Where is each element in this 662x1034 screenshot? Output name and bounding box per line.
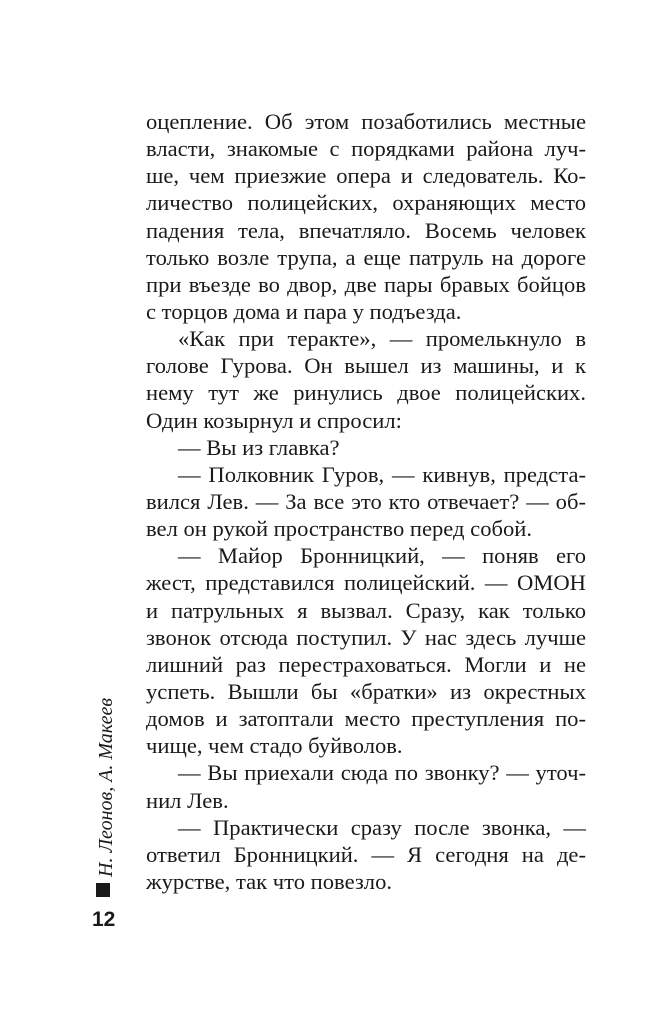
text-line: нему тут же ринулись двое полицейских. — [146, 380, 586, 406]
text-line: вился Лев. — За все это кто отвечает? — об- — [146, 488, 586, 514]
text-line: нил Лев. — [146, 787, 229, 813]
text-line: голове Гурова. Он вышел из машины, и к — [146, 353, 586, 379]
text-line: — Полковник Гуров, — кивнув, предста- — [178, 461, 586, 487]
text-line: и патрульных я вызвал. Сразу, как только — [146, 597, 586, 623]
text-line: только возле трупа, а еще патруль на дороге — [146, 244, 586, 270]
text-line: падения тела, впечатляло. Восемь человек — [146, 217, 586, 243]
square-bullet-icon — [96, 883, 110, 897]
text-line: ответил Бронницкий. — Я сегодня на де- — [146, 841, 586, 867]
text-line: жест, представился полицейский. — ОМОН — [146, 570, 586, 596]
text-line: чище, чем стадо буйволов. — [146, 733, 403, 759]
text-line: власти, знакомые с порядками района луч- — [146, 136, 586, 162]
text-line: «Как при теракте», — промелькнуло в — [178, 326, 586, 352]
page-number: 12 — [92, 908, 116, 931]
text-line: личество полицейских, охраняющих место — [146, 190, 586, 216]
running-header-author: Н. Леонов, А. Макеев — [95, 697, 117, 877]
text-line: — Майор Бронницкий, — поняв его — [178, 543, 586, 569]
text-line: журстве, так что повезло. — [146, 868, 393, 894]
text-line: оцепление. Об этом позаботились местные — [146, 109, 586, 134]
body-text — [146, 108, 586, 895]
text-line: ше, чем приезжие опера и следователь. Ко- — [146, 163, 586, 189]
text-line: Один козырнул и спросил: — [146, 407, 402, 433]
text-line: — Практически сразу после звонка, — — [178, 814, 586, 840]
text-line: лишний раз перестраховаться. Могли и не — [146, 651, 586, 677]
text-line: звонок отсюда поступил. У нас здесь лучше — [146, 624, 586, 650]
text-line: — Вы приехали сюда по звонку? — уточ- — [178, 760, 586, 786]
text-line: при въезде во двор, две пары бравых бойцов — [146, 271, 586, 297]
text-line: вел он рукой пространство перед собой. — [146, 516, 533, 542]
text-line: домов и затоптали место преступления по- — [146, 706, 586, 732]
text-line: с торцов дома и пара у подъезда. — [146, 298, 462, 324]
text-line: успеть. Вышли бы «братки» из окрестных — [146, 678, 586, 704]
text-line: — Вы из главка? — [178, 434, 340, 460]
